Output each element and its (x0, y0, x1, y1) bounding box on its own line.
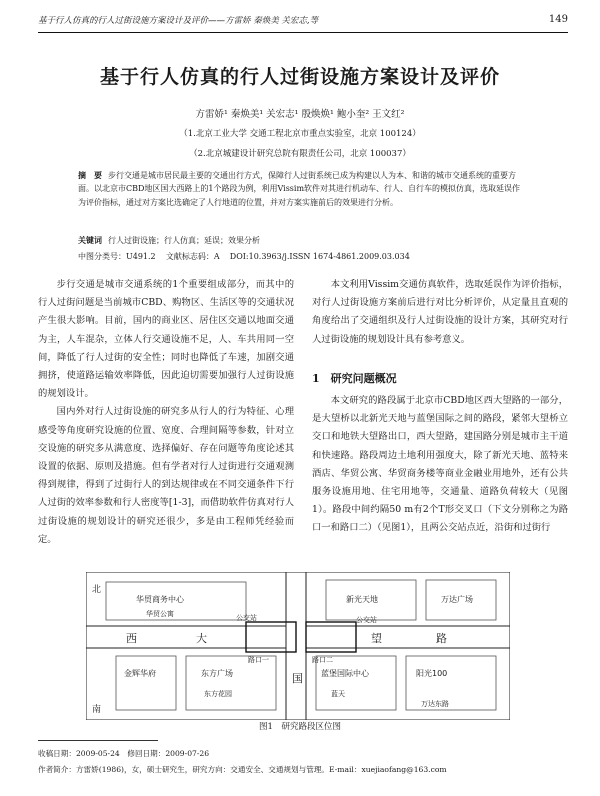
dongfang-label: 东方广场 (201, 669, 233, 678)
bus-stop-label: 公交站 (356, 616, 377, 624)
lantian-label: 蓝天 (331, 690, 345, 698)
figure-1-map (86, 572, 510, 720)
body-paragraph: 步行交通是城市交通系统的1个重要组成部分，而其中的行人过街问题是当前城市CBD、购物区、生活区等的交通状况产生很大影响。目前，国内的商业区、居住区交通以地面交通为主，人车混杂，立体人行交通设施不足，人、车共用同一空间，降低了行人过街的安全性；同时也降低了车速，加剧交通拥挤，使道路运输效率降低，因此迫切需要加强行人过街设施的规划设计。 (38, 279, 294, 400)
header-rule (38, 32, 568, 33)
body-paragraph: 本文研究的路段属于北京市CBD地区西大望路的一部分，是大望桥以北新光天地与蓝堡国际之间的路段，紧邻大望桥立交口和地铁大望路出口，西大望路，建国路分别是城市主干道和快速路。路段周边土地利用强度大，除了新光天地、蓝特来酒店、华贸公寓、华贸商务楼等商业金融业用地外，还有公共服务设施用地、住宅用地等，交通量、道路负荷较大（见图1）。路段中间约隔50 m有2个T形交叉口（下文分别称之为路口一和路口二）（见图1），且两公交站点近，沿街和过街行 (312, 395, 568, 534)
document-code: 文献标志码：A (165, 252, 220, 261)
left-column (38, 276, 294, 549)
footnote-dates: 收稿日期：2009-05-24 修回日期：2009-07-26 (38, 749, 210, 758)
north-label: 北 (92, 585, 102, 595)
huamao-apartment-label: 华贸公寓 (146, 610, 174, 618)
author-list: 方雷娇¹ 秦焕美¹ 关宏志¹ 殷焕焕¹ 鲍小奎² 王文红² (195, 109, 405, 120)
section-heading: 1 研究问题概况 (312, 372, 397, 385)
keywords (78, 235, 526, 246)
wanda-label: 万达广场 (441, 595, 473, 604)
keywords-text: 行人过街设施；行人仿真；延误；效果分析 (108, 236, 260, 245)
right-column-intro (312, 276, 568, 349)
wanda-east-label: 万达东路 (421, 700, 449, 708)
paper-title: 基于行人仿真的行人过街设施方案设计及评价 (99, 66, 500, 88)
keywords-label: 关键词 (78, 235, 102, 245)
running-title: 基于行人仿真的行人过街设施方案设计及评价——方雷娇 秦焕美 关宏志,等 (38, 16, 319, 26)
abstract-text: 步行交通是城市居民最主要的交通出行方式，保障行人过街系统已成为构建以人为本、和谐的城市交通系统的重要方面。以北京市CBD地区国大西路上的1个路段为例，利用Vissim软件对其进行机动车、行人、自行车的模拟仿真，选取延误作为评价指标，通过对方案比选确定了人行地道的位置，并对方案实施前后的效果进行分析。 (78, 171, 521, 207)
body-paragraph: 国内外对行人过街设施的研究多从行人的行为特征、心理感受等角度研究设施的位置、宽度、合理间隔等参数，针对立交设施的研究多从满意度、选择偏好、存在问题等角度论述其设置的依据、原则及措施。但有学者对行人过街进行交通观测得到规律，得到了过街行人的到达规律或在不同交通条件下行人过街的效率参数和行人密度等[1-3]，而借助软件仿真对行人过街设施的规划设计的研究还很少，多是由工程师凭经验而定。 (38, 406, 294, 545)
running-header (38, 14, 568, 30)
junction-2-label: 路口二 (312, 656, 333, 664)
road-name-char: 路 (436, 632, 447, 645)
road-name-char: 国 (292, 672, 303, 685)
clc-number: 中图分类号：U491.2 (78, 252, 156, 261)
page-number: 149 (548, 14, 568, 25)
section-1-body (312, 392, 568, 538)
bus-stop-label: 公交站 (236, 614, 257, 622)
abstract (78, 169, 526, 209)
affiliation-2: （2.北京城建设计研究总院有限责任公司，北京 100037） (189, 149, 411, 159)
abstract-label: 摘 要 (78, 170, 102, 180)
lanbao-label: 蓝堡国际中心 (321, 669, 369, 678)
dongfang-garden-label: 东方花园 (204, 690, 232, 698)
road-name-char: 西 (126, 632, 137, 645)
body-paragraph: 本文利用Vissim交通仿真软件，选取延误作为评价指标，对行人过街设施方案前后进行对比分析评价，从定量且直观的角度给出了交通组织及行人过街设施的设计方案，其研究对行人过街设施的规划设计具有参考意义。 (312, 279, 568, 345)
south-label: 南 (92, 705, 102, 715)
figure-caption: 图1 研究路段区位图 (259, 722, 341, 732)
yangguang-label: 阳光100 (416, 669, 448, 678)
xinguang-label: 新光天地 (346, 595, 378, 604)
footnote-author: 作者简介：方雷娇(1986)，女，硕士研究生，研究方向：交通安全、交通规划与管理。E-mail：xuejiaofang@163.com (38, 765, 447, 774)
affiliation-1: （1.北京工业大学 交通工程北京市重点实验室，北京 100124） (179, 129, 421, 139)
jinghui-label: 金辉华府 (124, 669, 156, 678)
classification-line (78, 251, 526, 262)
doi: DOI:10.3963/j.ISSN 1674-4861.2009.03.034 (229, 252, 410, 261)
huamao-complex-label: 华贸商务中心 (136, 595, 184, 604)
junction-1-label: 路口一 (248, 656, 269, 664)
road-name-char: 望 (371, 632, 382, 645)
footnote-rule (38, 740, 158, 741)
road-name-char: 大 (196, 632, 207, 645)
